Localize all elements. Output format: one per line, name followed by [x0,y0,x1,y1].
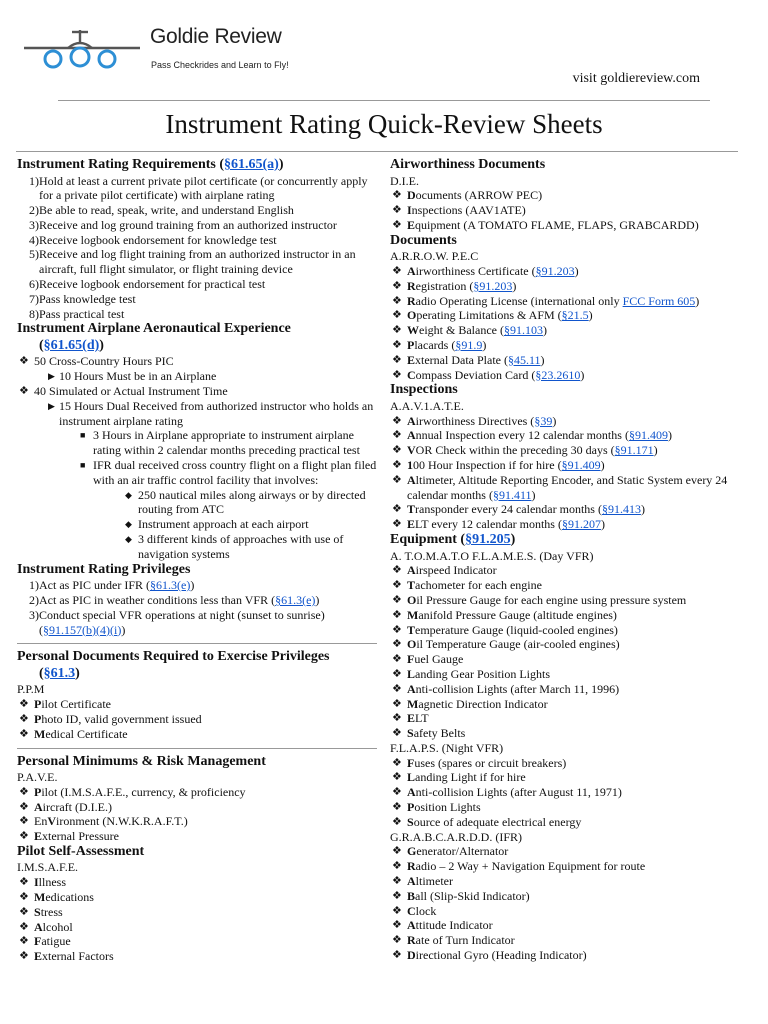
airplane-logo-icon [22,24,142,74]
diamond-bullet-icon: ❖ [392,579,402,592]
acronym: P.A.V.E. [17,770,58,784]
list-item: ❖ Magnetic Direction Indicator [392,696,548,711]
list-item: 6) Receive logbook endorsement for practical test [29,277,266,292]
list-item: ❖ External Data Plate (§45.11) [392,352,545,367]
list-item: ❖ Fuses (spares or circuit breakers) [392,755,567,770]
list-item: ❖ Equipment (A TOMATO FLAME, FLAPS, GRABCARDD) [392,217,699,232]
diamond-bullet-icon: ❖ [19,800,29,813]
reg-link[interactable]: §23.2610 [535,367,581,382]
list-item: ❖ Anti-collision Lights (after March 11, 1996) [392,681,620,696]
diamond-bullet-icon: ❖ [19,698,29,711]
list-item: ❖ Altimeter [392,874,453,889]
list-item: ❖ External Pressure [19,829,119,844]
ref-61-65a-link[interactable]: §61.65(a) [224,157,279,172]
list-item: ❖ Photo ID, valid government issued [19,711,202,726]
diamond-bullet-icon: ❖ [19,815,29,828]
list-item: ❖ Landing Light if for hire [392,770,526,785]
reg-link[interactable]: §91.203 [473,278,513,293]
reg-link[interactable]: §91.409 [561,458,601,473]
night-vfr-list [390,756,756,830]
list-item: ❖ Oil Temperature Gauge (air-cooled engines) [392,637,620,652]
list-item: ❖ Source of adequate electrical energy [392,814,582,829]
list-item: ❖ Airworthiness Certificate (§91.203) [392,263,579,278]
diamond-bullet-icon: ❖ [392,309,402,322]
acronym: D.I.E. [390,173,419,188]
diamond-bullet-icon: ❖ [392,189,402,202]
diamond-bullet-icon: ❖ [19,920,29,933]
diamond-bullet-icon: ❖ [19,950,29,963]
diamond-bullet-icon: ❖ [19,385,29,398]
list-item: ❖ Safety Belts [392,726,466,741]
triangle-bullet-icon: ▶ [48,371,55,382]
diamond-bullet-icon: ❖ [19,830,29,843]
acronym: I.M.S.A.F.E. [17,860,79,875]
experience-heading: Instrument Airplane Aeronautical Experience (§61.65(d)) [17,321,291,353]
requirements-list [17,174,382,322]
personal-documents-list [17,697,382,741]
list-item: ❖ Oil Pressure Gauge for each engine using pressure system [392,592,687,607]
list-item: ◆ Instrument approach at each airport [125,517,309,532]
list-item: ❖ Clock [392,903,437,918]
diamond-bullet-icon: ❖ [19,727,29,740]
list-item: 5) Receive and log flight training from an authorized instructor in an aircraft, full flight simulator, or flight training device [29,247,356,277]
diamond-bullet-icon: ❖ [392,934,402,947]
diamond-bullet-icon: ❖ [392,697,402,710]
diamond-bullet-icon: ❖ [392,712,402,725]
privileges-heading: Instrument Rating Privileges [17,561,191,577]
list-item: ❖ Transponder every 24 calendar months (§91.413) [392,502,645,517]
diamond-bullet-icon: ❖ [392,518,402,531]
ref-91-157-link[interactable]: §91.157(b)(4)(i) [43,622,122,637]
list-item: ◆ 3 different kinds of approaches with use of navigation systems [125,532,344,561]
diamond-bullet-icon: ❖ [392,429,402,442]
list-item: ❖ Position Lights [392,800,481,815]
inspections-list [390,414,756,532]
list-item: ❖ VOR Check within the preceding 30 days (§91.171) [392,443,658,458]
reg-link[interactable]: §91.207 [561,517,601,532]
diamond-bullet-icon: ❖ [392,727,402,740]
acronym: P.P.M [17,682,45,697]
list-item: ❖ Aircraft (D.I.E.) [19,799,112,814]
diamond-bullet-icon: ❖ [392,756,402,769]
diamond-bullet-icon: ❖ [392,623,402,636]
diamond-bullet-icon: ❖ [392,875,402,888]
list-item: 1) Hold at least a current private pilot certificate (or concurrently apply for a private pilot certificate) with airplane rating [29,173,368,203]
diamond-bullet-icon: ❖ [392,353,402,366]
list-item: ❖ Compass Deviation Card (§23.2610) [392,367,585,382]
diamond-bullet-icon: ❖ [19,935,29,948]
self-assessment-heading: Pilot Self-Assessment [17,843,145,859]
diamond-bullet-icon: ❖ [392,564,402,577]
diamond-bullet-icon: ❖ [392,860,402,873]
diamond-bullet-icon: ❖ [392,771,402,784]
acronym: A. T.O.M.A.T.O F.L.A.M.E.S. (Day VFR) [390,548,594,563]
list-item: ❖ Anti-collision Lights (after August 11, 1971) [392,785,622,800]
triangle-bullet-icon: ▶ [48,400,55,411]
diamond-bullet-icon: ❖ [392,889,402,902]
inspections-heading: Inspections [390,382,458,398]
list-item: ❖ EnVironment (N.W.K.R.A.F.T.) [19,814,188,829]
diamond-bullet-icon: ❖ [392,949,402,962]
title-divider [16,151,738,152]
ifr-list [390,844,756,962]
diamond-bullet-icon: ❖ [392,459,402,472]
diamond-bullet-icon: ❖ [392,801,402,814]
diamond-bullet-icon: ❖ [392,264,402,277]
requirements-heading: Instrument Rating Requirements (§61.65(a)) [17,157,284,172]
list-item: ❖ Radio – 2 Way + Navigation Equipment for route [392,859,646,874]
equipment-heading: Equipment (§91.205) [390,532,516,548]
diamond-bullet-icon: ❖ [19,891,29,904]
diamond-bullet-icon: ❖ [392,414,402,427]
diamond-bullet-icon: ❖ [392,608,402,621]
tagline: Pass Checkrides and Learn to Fly! [151,60,289,70]
list-item: ❖ Illness [19,875,67,890]
diamond-bullet-icon: ❖ [392,638,402,651]
reg-link[interactable]: §91.171 [614,443,654,458]
list-item: ▶ 10 Hours Must be in an Airplane [48,369,217,384]
reg-link[interactable]: §91.413 [601,502,641,517]
list-item: ❖ 100 Hour Inspection if for hire (§91.409) [392,458,605,473]
list-item: 8) Pass practical test [29,306,125,321]
reg-link[interactable]: §21.5 [561,308,589,323]
list-item: ❖ Documents (ARROW PEC) [392,188,543,203]
diamond-bullet-icon: ❖ [392,667,402,680]
section-divider [17,643,377,644]
list-item: ❖ Manifold Pressure Gauge (altitude engines) [392,607,617,622]
diamond-bullet-icon: ❖ [392,368,402,381]
right-column [390,157,756,963]
list-item: ❖ Ball (Slip-Skid Indicator) [392,888,530,903]
acronym: G.R.A.B.C.A.R.D.D. (IFR) [390,829,523,844]
personal-documents-heading: Personal Documents Required to Exercise Privileges (§61.3) [17,649,330,681]
list-item: ❖ Directional Gyro (Heading Indicator) [392,948,587,963]
diamond-bullet-icon: ❖ [19,876,29,889]
personal-minimums-list [17,785,382,844]
header-divider [58,100,710,101]
list-item: ❖ Pilot (I.M.S.A.F.E., currency, & proficiency [19,784,246,799]
page-title: Instrument Rating Quick-Review Sheets [165,109,603,139]
diamond-bullet-icon: ❖ [392,204,402,217]
diamond-bullet-icon: ❖ [392,919,402,932]
self-assessment-list [17,875,382,964]
list-item: ❖ Fatigue [19,934,71,949]
list-item: ❖ 40 Simulated or Actual Instrument Time ▶ 15 Hours Dual Received from authorized instructor who holds an instrument airplane rating ■ 3 Hours in Airplane appropriate to instrument airplane rating within 2 calendar months preceding practical test ■ IFR dual received cross country flight on a flight plan filed with an air traffic control facility that involves: ◆ 250 nautical miles along airways or by directed routing from ATC ◆ Instrument approach at each airport ◆ 3 different kinds of approaches with use of navigation systems [17,384,382,562]
list-item: ❖ Inspections (AAV1ATE) [392,203,526,218]
list-item: ❖ Generator/Alternator [392,844,509,859]
list-item: ◆ 250 nautical miles along airways or by directed routing from ATC [125,487,366,517]
diamond-bullet-icon: ❖ [392,473,402,486]
acronym: A.A.V.1.A.T.E. [390,398,464,413]
list-item: ❖ Fuel Gauge [392,652,464,667]
ref-61-3e-link[interactable]: §61.3(e) [150,578,191,593]
square-bullet-icon: ■ [80,460,86,471]
diamond-bullet-icon: ❖ [19,712,29,725]
list-item: ❖ Radio Operating License (international only FCC Form 605) [392,293,700,308]
day-vfr-list [390,563,756,741]
diamond-bullet-icon: ❖ [19,785,29,798]
airworthiness-heading: Airworthiness Documents [390,157,546,172]
list-item: ❖ Airspeed Indicator [392,563,497,578]
left-column [17,157,382,964]
list-item: 2) Be able to read, speak, write, and understand English [29,203,294,218]
list-item: ❖ External Factors [19,949,114,964]
acronym: A.R.R.O.W. P.E.C [390,249,479,264]
list-item: ❖ Attitude Indicator [392,918,493,933]
reg-link[interactable]: §91.409 [628,428,668,443]
diamond-bullet-icon: ❖ [392,503,402,516]
documents-heading: Documents [390,232,457,248]
diamond-small-bullet-icon: ◆ [125,519,132,530]
list-item: ❖ Annual Inspection every 12 calendar months (§91.409) [392,428,672,443]
list-item: ❖ Temperature Gauge (liquid-cooled engines) [392,622,618,637]
diamond-bullet-icon: ❖ [392,786,402,799]
list-item: ❖ Pilot Certificate [19,697,111,712]
reg-link[interactable]: §39 [534,413,553,428]
diamond-small-bullet-icon: ◆ [125,489,132,500]
documents-list [390,264,756,382]
ref-61-3-link[interactable]: §61.3 [43,665,76,681]
list-item: ❖ Stress [19,904,63,919]
diamond-small-bullet-icon: ◆ [125,534,132,545]
airworthiness-list [390,188,756,232]
reg-link[interactable]: §91.103 [503,323,543,338]
ref-61-65d-link[interactable]: §61.65(d) [43,337,100,353]
diamond-bullet-icon: ❖ [392,845,402,858]
diamond-bullet-icon: ❖ [392,815,402,828]
diamond-bullet-icon: ❖ [19,355,29,368]
diamond-bullet-icon: ❖ [19,905,29,918]
list-item: ❖ ELT [392,711,429,726]
list-item: ❖ Airworthiness Directives (§39) [392,413,557,428]
list-item: ❖ Tachometer for each engine [392,578,542,593]
section-divider [17,748,377,749]
square-bullet-icon: ■ [80,430,86,441]
diamond-bullet-icon: ❖ [392,294,402,307]
list-item: ❖ Registration (§91.203) [392,278,517,293]
list-item: 7) Pass knowledge test [29,291,136,306]
experience-list [17,354,382,561]
list-item: ❖ Weight & Balance (§91.103) [392,323,547,338]
visit-link[interactable]: visit goldiereview.com [572,71,700,86]
list-item: ❖ 50 Cross-Country Hours PIC ▶ 10 Hours Must be in an Airplane [17,354,382,384]
reg-link[interactable]: §45.11 [507,352,541,367]
ref-91-205-link[interactable]: §91.205 [465,532,511,548]
list-item: ❖ Alcohol [19,919,73,934]
diamond-bullet-icon: ❖ [392,653,402,666]
list-item: ❖ Medical Certificate [19,726,128,741]
diamond-bullet-icon: ❖ [392,593,402,606]
brand-name: Goldie Review [150,25,282,48]
list-item: ❖ Rate of Turn Indicator [392,933,515,948]
diamond-bullet-icon: ❖ [392,338,402,351]
list-item: ■ 3 Hours in Airplane appropriate to instrument airplane rating within 2 calendar months preceding practical test [80,428,360,458]
list-item: 1) Act as PIC under IFR (§61.3(e)) [29,578,195,593]
reg-link[interactable]: §91.9 [455,337,483,352]
acronym: F.L.A.P.S. (Night VFR) [390,740,504,755]
list-item: ❖ Altimeter, Altitude Reporting Encoder, and Static System every 24 calendar months (§91.411) [392,472,728,502]
list-item: ❖ Placards (§91.9) [392,337,487,352]
list-item: 2) Act as PIC in weather conditions less than VFR (§61.3(e)) [29,592,320,607]
list-item: 4) Receive logbook endorsement for knowledge test [29,232,277,247]
list-item: ❖ Landing Gear Position Lights [392,666,551,681]
privileges-list [17,578,382,637]
list-item: ▶ 15 Hours Dual Received from authorized instructor who holds an instrument airplane rating ■ 3 Hours in Airplane appropriate to instrument airplane rating within 2 calendar months preceding practical test ■ IFR dual received cross country flight on a flight plan filed with an air traffic control facility that involves: ◆ 250 nautical miles along airways or by directed routing from ATC ◆ Instrument approach at each airport ◆ 3 different kinds of approaches with use of navigation systems [34,399,382,562]
diamond-bullet-icon: ❖ [392,218,402,231]
list-item: 3) Receive and log ground training from an authorized instructor [29,217,337,232]
diamond-bullet-icon: ❖ [392,682,402,695]
diamond-bullet-icon: ❖ [392,279,402,292]
reg-link[interactable]: §91.203 [535,263,575,278]
ref-61-3e-link[interactable]: §61.3(e) [275,592,316,607]
list-item: ❖ ELT every 12 calendar months (§91.207) [392,517,605,532]
diamond-bullet-icon: ❖ [392,444,402,457]
list-item: ■ IFR dual received cross country flight on a flight plan filed with an air traffic control facility that involves: ◆ 250 nautical miles along airways or by directed routing from ATC ◆ Instrument approach at each airport ◆ 3 different kinds of approaches with use of navigation systems [59,458,382,562]
reg-link[interactable]: §91.411 [492,487,532,502]
list-item: 3) Conduct special VFR operations at night (sunset to sunrise) (§91.157(b)(4)(i)) [29,607,325,637]
reg-link[interactable]: FCC Form 605 [622,293,696,308]
diamond-bullet-icon: ❖ [392,324,402,337]
list-item: ❖ Operating Limitations & AFM (§21.5) [392,308,593,323]
personal-minimums-heading: Personal Minimums & Risk Management [17,753,266,769]
list-item: ❖ Medications [19,890,94,905]
diamond-bullet-icon: ❖ [392,904,402,917]
